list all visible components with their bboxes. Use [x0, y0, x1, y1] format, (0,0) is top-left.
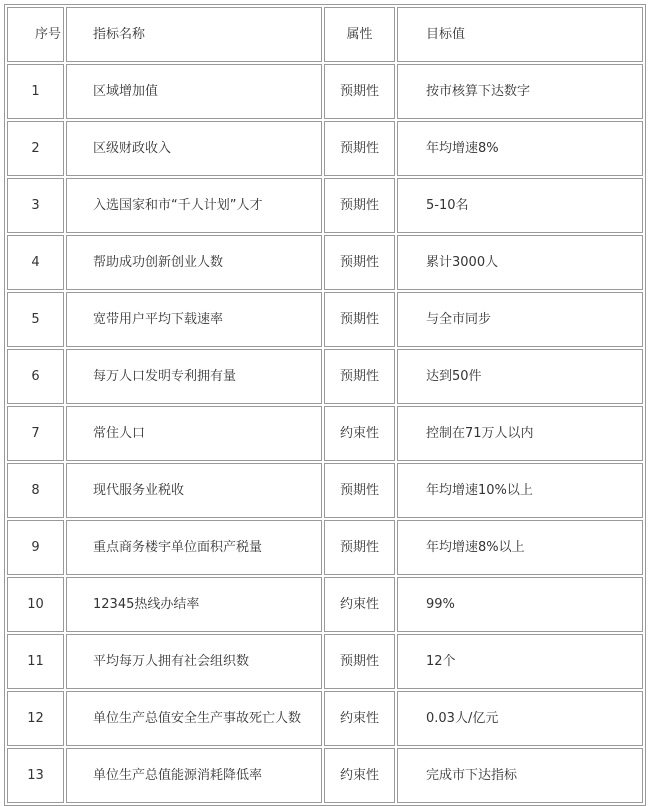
- row-attribute: 预期性: [324, 349, 395, 404]
- row-attribute: 约束性: [324, 406, 395, 461]
- row-name: 帮助成功创新创业人数: [66, 235, 322, 290]
- table-row: [7, 292, 643, 347]
- row-target: 达到50件: [397, 349, 643, 404]
- table-row: [7, 577, 643, 632]
- row-no: 5: [7, 292, 64, 347]
- header-no: 序号: [7, 7, 64, 62]
- row-target: 控制在71万人以内: [397, 406, 643, 461]
- row-attribute: 约束性: [324, 577, 395, 632]
- row-name: 每万人口发明专利拥有量: [66, 349, 322, 404]
- row-no: 2: [7, 121, 64, 176]
- table-row: [7, 463, 643, 518]
- row-attribute: 预期性: [324, 292, 395, 347]
- header-attribute: 属性: [324, 7, 395, 62]
- row-attribute: 预期性: [324, 121, 395, 176]
- row-no: 11: [7, 634, 64, 689]
- row-target: 0.03人/亿元: [397, 691, 643, 746]
- row-name: 宽带用户平均下载速率: [66, 292, 322, 347]
- row-name: 入选国家和市“千人计划”人才: [66, 178, 322, 233]
- table-row: [7, 520, 643, 575]
- row-name: 常住人口: [66, 406, 322, 461]
- row-attribute: 预期性: [324, 634, 395, 689]
- row-no: 12: [7, 691, 64, 746]
- header-target: 目标值: [397, 7, 643, 62]
- header-name: 指标名称: [66, 7, 322, 62]
- row-name: 现代服务业税收: [66, 463, 322, 518]
- row-name: 12345热线办结率: [66, 577, 322, 632]
- row-attribute: 约束性: [324, 691, 395, 746]
- row-attribute: 预期性: [324, 64, 395, 119]
- table-row: [7, 349, 643, 404]
- row-name: 单位生产总值安全生产事故死亡人数: [66, 691, 322, 746]
- row-target: 与全市同步: [397, 292, 643, 347]
- row-no: 13: [7, 748, 64, 803]
- row-target: 按市核算下达数字: [397, 64, 643, 119]
- row-target: 完成市下达指标: [397, 748, 643, 803]
- row-no: 9: [7, 520, 64, 575]
- row-no: 7: [7, 406, 64, 461]
- table-row: [7, 235, 643, 290]
- table-row: [7, 634, 643, 689]
- row-no: 3: [7, 178, 64, 233]
- table-header-row: [7, 7, 643, 62]
- row-attribute: 预期性: [324, 520, 395, 575]
- row-name: 重点商务楼宇单位面积产税量: [66, 520, 322, 575]
- row-attribute: 约束性: [324, 748, 395, 803]
- row-target: 12个: [397, 634, 643, 689]
- row-no: 10: [7, 577, 64, 632]
- row-name: 平均每万人拥有社会组织数: [66, 634, 322, 689]
- row-attribute: 预期性: [324, 178, 395, 233]
- row-target: 99%: [397, 577, 643, 632]
- row-target: 年均增速10%以上: [397, 463, 643, 518]
- table-row: [7, 64, 643, 119]
- row-target: 累计3000人: [397, 235, 643, 290]
- row-target: 年均增速8%: [397, 121, 643, 176]
- row-name: 区级财政收入: [66, 121, 322, 176]
- row-name: 区域增加值: [66, 64, 322, 119]
- table-row: [7, 691, 643, 746]
- table-row: [7, 121, 643, 176]
- row-attribute: 预期性: [324, 235, 395, 290]
- row-no: 6: [7, 349, 64, 404]
- table-row: [7, 178, 643, 233]
- row-target: 5-10名: [397, 178, 643, 233]
- row-no: 4: [7, 235, 64, 290]
- table-row: [7, 406, 643, 461]
- row-no: 8: [7, 463, 64, 518]
- row-attribute: 预期性: [324, 463, 395, 518]
- indicators-table: [4, 4, 646, 806]
- row-target: 年均增速8%以上: [397, 520, 643, 575]
- table-row: [7, 748, 643, 803]
- row-name: 单位生产总值能源消耗降低率: [66, 748, 322, 803]
- row-no: 1: [7, 64, 64, 119]
